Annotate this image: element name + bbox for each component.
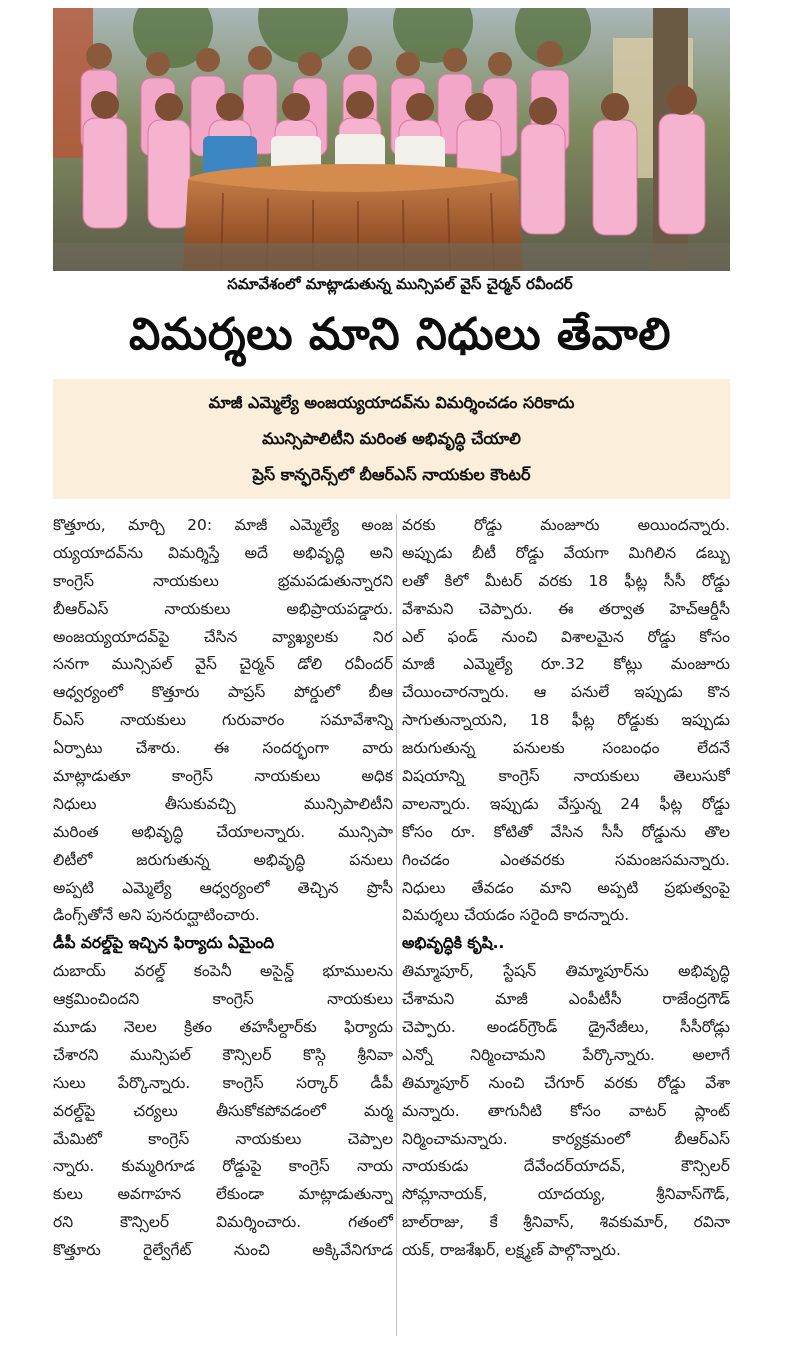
group-photo-illustration — [53, 8, 730, 271]
news-photo — [53, 8, 730, 271]
text-line: గించడం ఎంతవరకు సమంజసమన్నారు. — [402, 850, 730, 869]
article-column-right — [402, 512, 730, 1265]
text-line: తిమ్మాపూర్ నుంచి చేగూర్ వరకు రోడ్డు వేశా — [402, 1073, 730, 1092]
text-line: మేమిటో కాంగ్రెస్ నాయకులు చెప్పాల — [53, 1129, 393, 1148]
text-line: లతో కిలో మీటర్ వరకు 18 ఫీట్ల సీసీ రోడ్డు — [402, 571, 730, 590]
text-line: నిధులు తేవడం మాని అప్పటి ప్రభుత్వంపై — [402, 878, 730, 897]
text-line: నాయకుడు దేవేందర్‌యాదవ్, కౌన్సిలర్ — [402, 1157, 730, 1176]
text-line: నిర్మించామన్నారు. కార్యక్రమంలో బీఆర్ఎస్ — [402, 1129, 730, 1148]
text-line: వరకు రోడ్డు మంజూరు అయిందన్నారు. — [402, 516, 730, 534]
text-line: ఆధ్వర్యంలో కొత్తూరు పాప్రస్ పోర్డులో బీఆ — [53, 683, 393, 702]
text-line: అంజయ్యయాదవ్‌పై చేసిన వ్యాఖ్యలకు నిర — [53, 627, 393, 646]
text-line: కోసం రూ. కోటితో వేసిన సీసీ రోడ్డును తొల — [402, 822, 730, 841]
text-line: వరల్డ్‌పై చర్యలు తీసుకోకపోవడంలో మర్మ — [53, 1101, 393, 1120]
text-line: విమర్శలు చేయడం సరైంది కాదన్నారు. — [402, 906, 630, 925]
text-line: చెప్పారు. అండర్‌గ్రౌండ్ డ్రైనేజీలు, సీసీరోడ్లు — [402, 1018, 730, 1037]
text-line: వేశామని చెప్పారు. ఈ తర్వాత హెచ్ఆర్డీసీ — [402, 599, 730, 618]
photo-caption: సమావేశంలో మాట్లాడుతున్న మున్సిపల్ వైస్ చైర్మన్ రవీందర్ — [227, 275, 573, 293]
text-line: సులు పేర్కొన్నారు. కాంగ్రెస్ సర్కార్ డీపీ — [53, 1073, 393, 1092]
text-line: రని కౌన్సిలర్ విమర్శించారు. గతంలో — [53, 1213, 393, 1232]
text-line: ఆక్రమించిందని కాంగ్రెస్ నాయకులు — [53, 990, 393, 1009]
article-column-left — [53, 512, 393, 1265]
text-line: దుబాయ్ వరల్డ్ కంపెనీ అసైన్డ్ భూములను — [53, 962, 393, 981]
headline: విమర్శలు మాని నిధులు తేవాలి — [129, 309, 671, 360]
subheadline-box — [53, 379, 730, 499]
text-line: మూడు నెలల క్రితం తహసీల్దార్‌కు ఫిర్యాదు — [53, 1018, 393, 1037]
text-line: జరుగుతున్న పనులకు సంబంధం లేదనే — [402, 739, 730, 758]
column-divider — [396, 514, 397, 1336]
text-line: లిటీలో జరుగుతున్న అభివృద్ధి పనులు — [53, 850, 393, 869]
subheadline-3: ప్రెస్ కాన్ఫరెన్స్‌లో బీఆర్ఎస్ నాయకుల కౌంటర్ — [252, 465, 531, 484]
text-line: మరింత అభివృద్ధి చేయాలన్నారు. మున్సిపా — [53, 822, 393, 841]
text-line: య్యయాదవ్‌ను విమర్శిస్తే అదే అభివృద్ధి అని — [53, 543, 393, 562]
text-line: చేశామని మాజీ ఎంపీటీసీ రాజేంద్రగౌడ్ — [402, 990, 730, 1009]
text-line: తిమ్మాపూర్, స్టేషన్ తిమ్మాపూర్‌ను అభివృద్ధి — [402, 962, 730, 981]
text-line: సోమ్లానాయక్, యాదయ్య, శ్రీనివాస్‌గౌడ్, — [402, 1185, 730, 1204]
text-line: డింగ్స్‌తోనే అని పునరుద్ఘాటించారు. — [53, 906, 260, 925]
text-line: చేశారని మున్సిపల్ కౌన్సిలర్ కొస్గి శ్రీనివా — [53, 1045, 393, 1064]
text-line: కొత్తూరు రైల్వేగేట్ నుంచి అక్కివేనిగూడ — [53, 1241, 393, 1260]
text-line: చేయించారన్నారు. ఆ పనులే ఇప్పుడు కొన — [402, 683, 730, 702]
text-line: నిధులు తీసుకువచ్చి మున్సిపాలిటీని — [53, 794, 393, 813]
text-line: ఏర్పాటు చేశారు. ఈ సందర్భంగా వారు — [53, 739, 393, 758]
text-line: అప్పుడు బీటీ రోడ్డు వేయగా మిగిలిన డబ్బు — [402, 543, 730, 562]
text-line: సాగుతున్నాయని, 18 ఫీట్ల రోడ్డుకు ఇప్పుడు — [402, 711, 730, 730]
text-line: అప్పటి ఎమ్మెల్యే ఆధ్వర్యంలో తెచ్చిన ప్రొసీ — [53, 878, 393, 897]
subheadline-2: మున్సిపాలిటీని మరింత అభివృద్ధి చేయాలి — [262, 429, 521, 448]
section-subheading: అభివృద్ధికి కృషి.. — [402, 934, 505, 953]
text-line: విషయాన్ని కాంగ్రెస్ నాయకులు తెలుసుకో — [402, 767, 730, 786]
text-line: మన్నారు. తాగునీటి కోసం వాటర్ ప్లాంట్ — [402, 1101, 730, 1120]
text-line: బాల్‌రాజు, కే శ్రీనివాస్, శివకుమార్, రవినా — [402, 1213, 730, 1232]
subheadline-1: మాజీ ఎమ్మెల్యే అంజయ్యయాదవ్‌ను విమర్శించడం సరికాదు — [208, 393, 575, 412]
text-line: ర్ఎస్ నాయకులు గురువారం సమావేశాన్ని — [53, 711, 393, 730]
text-line: కులు అవగాహన లేకుండా మాట్లాడుతున్నా — [53, 1185, 393, 1204]
text-line: వాలన్నారు. ఇప్పుడు వేస్తున్న 24 ఫీట్ల రోడ్డు — [402, 794, 730, 813]
section-subheading: డీపీ వరల్డ్‌పై ఇచ్చిన ఫిర్యాదు ఏమైంది — [53, 934, 275, 953]
text-line: యక్, రాజశేఖర్, లక్ష్మణ్ పాల్గొన్నారు. — [402, 1241, 621, 1260]
text-line: బీఆర్ఎస్ నాయకులు అభిప్రాయపడ్డారు. — [53, 599, 393, 618]
text-line: ఎల్ ఫండ్ నుంచి విశాలమైన రోడ్డు కోసం — [402, 627, 730, 646]
text-line: న్నారు. కుమ్మరిగూడ రోడ్డుపై కాంగ్రెస్ నాయ — [53, 1157, 393, 1176]
text-line: మాజీ ఎమ్మెల్యే రూ.32 కోట్లు మంజూరు — [402, 655, 730, 674]
text-line: సనగా మున్సిపల్ వైస్ చైర్మన్ డోలి రవీందర్ — [53, 655, 393, 674]
text-line: కొత్తూరు, మార్చి 20: మాజీ ఎమ్మెల్యే అంజ — [53, 516, 393, 534]
text-line: ఎన్నో నిర్మించామని పేర్కొన్నారు. అలాగే — [402, 1045, 730, 1064]
text-line: మాట్లాడుతూ కాంగ్రెస్ నాయకులు అధిక — [53, 767, 393, 786]
text-line: కాంగ్రెస్ నాయకులు భ్రమపడుతున్నారని — [53, 571, 393, 590]
